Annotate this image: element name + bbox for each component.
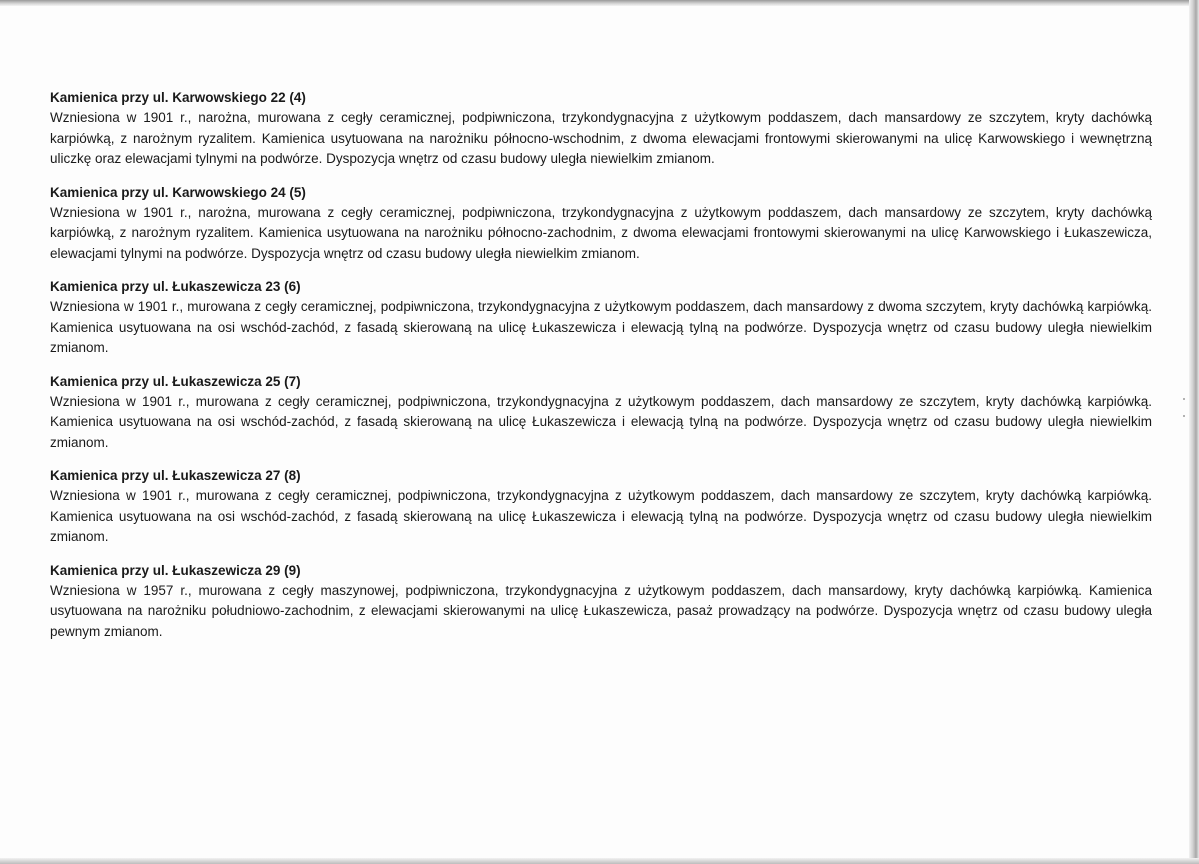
entry-lukaszewicza-25	[50, 372, 1152, 454]
entry-karwowskiego-24	[50, 183, 1152, 265]
entry-description: Wzniesiona w 1901 r., narożna, murowana z cegły ceramicznej, podpiwniczona, trzykondygnacyjna z użytkowym poddaszem, dach mansardowy ze szczytem, kryty dachówką karpiówką, z narożnym ryzalitem. Kamienica usytuowana na narożniku północno-wschodnim, z dwoma elewacjami frontowymi skierowanymi na ulicę Karwowskiego i wewnętrzną uliczkę oraz elewacjami tylnymi na podwórze. Dyspozycja wnętrz od czasu budowy uległa niewielkim zmianom.	[50, 110, 1152, 166]
scan-edge-bottom	[0, 858, 1199, 864]
entry-title: Kamienica przy ul. Karwowskiego 24 (5)	[50, 184, 306, 200]
scan-speck	[1183, 398, 1185, 400]
entry-title: Kamienica przy ul. Łukaszewicza 29 (9)	[50, 562, 301, 578]
entry-title: Kamienica przy ul. Łukaszewicza 27 (8)	[50, 468, 301, 483]
entry-description: Wzniesiona w 1957 r., murowana z cegły maszynowej, podpiwniczona, trzykondygnacyjna z użytkowym poddaszem, dach mansardowy, kryty dachówką karpiówką. Kamienica usytuowana na narożniku południowo-zachodnim, z elewacjami skierowanymi na ulicę Łukaszewicza, pasaż prowadzący na podwórze. Dyspozycja wnętrz od czasu budowy uległa pewnym zmianom.	[50, 582, 1152, 639]
entry-description: Wzniesiona w 1901 r., murowana z cegły ceramicznej, podpiwniczona, trzykondygnacyjna z użytkowym poddaszem, dach mansardowy ze szczytem, kryty dachówką karpiówką. Kamienica usytuowana na osi wschód-zachód, z fasadą skierowaną na ulicę Łukaszewicza i elewacją tylną na podwórze. Dyspozycja wnętrz od czasu budowy uległa niewielkim zmianom.	[50, 488, 1152, 544]
entry-title: Kamienica przy ul. Łukaszewicza 25 (7)	[50, 373, 301, 389]
entry-lukaszewicza-23	[50, 277, 1152, 359]
entry-lukaszewicza-29	[50, 561, 1152, 643]
entry-lukaszewicza-27	[50, 466, 1152, 548]
entry-karwowskiego-22	[50, 88, 1152, 170]
scan-speck	[1183, 415, 1185, 417]
entry-title: Kamienica przy ul. Łukaszewicza 23 (6)	[50, 279, 301, 294]
entry-title: Kamienica przy ul. Karwowskiego 22 (4)	[50, 90, 306, 105]
document-content	[50, 88, 1152, 655]
entry-description: Wzniesiona w 1901 r., murowana z cegły ceramicznej, podpiwniczona, trzykondygnacyjna z użytkowym poddaszem, dach mansardowy z dwoma szczytem, kryty dachówką karpiówką. Kamienica usytuowana na osi wschód-zachód, z fasadą skierowaną na ulicę Łukaszewicza i elewacją tylną na podwórze. Dyspozycja wnętrz od czasu budowy uległa niewielkim zmianom.	[50, 299, 1152, 355]
entry-description: Wzniesiona w 1901 r., murowana z cegły ceramicznej, podpiwniczona, trzykondygnacyjna z użytkowym poddaszem, dach mansardowy ze szczytem, kryty dachówką karpiówką. Kamienica usytuowana na osi wschód-zachód, z fasadą skierowaną na ulicę Łukaszewicza i elewacją tylną na podwórze. Dyspozycja wnętrz od czasu budowy uległa niewielkim zmianom.	[50, 393, 1152, 450]
scan-edge-right	[1189, 0, 1199, 864]
entry-description: Wzniesiona w 1901 r., narożna, murowana z cegły ceramicznej, podpiwniczona, trzykondygnacyjna z użytkowym poddaszem, dach mansardowy ze szczytem, kryty dachówką karpiówką, z narożnym ryzalitem. Kamienica usytuowana na narożniku północno-zachodnim, z dwoma elewacjami frontowymi skierowanymi na ulicę Karwowskiego i Łukaszewicza, elewacjami tylnymi na podwórze. Dyspozycja wnętrz od czasu budowy uległa niewielkim zmianom.	[50, 204, 1152, 261]
scan-edge-top	[0, 0, 1199, 6]
